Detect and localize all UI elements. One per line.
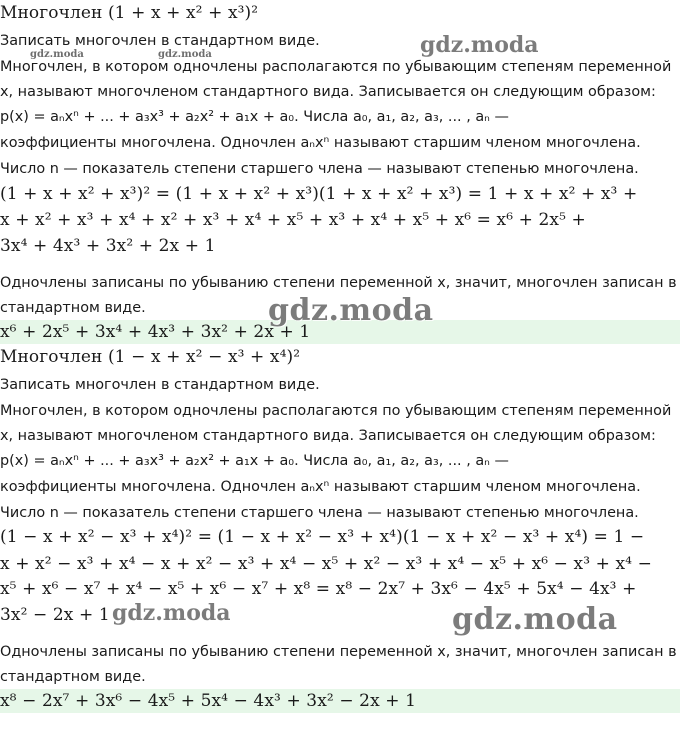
watermark-small-2: gdz.moda xyxy=(158,49,212,60)
problem1-definition-line-2: x, называют многочленом стандартного вида. Записывается он следующим образом: xyxy=(0,84,656,100)
problem1-definition-line-3: p(x) = aₙxⁿ + ... + a₃x³ + a₂x² + a₁x + a₀. Числа a₀, a₁, a₂, a₃, ... , aₙ — xyxy=(0,109,509,125)
problem1-definition-line-5: Число n — показатель степени старшего члена — называют степенью многочлена. xyxy=(0,161,639,177)
problem2-definition-line-5: Число n — показатель степени старшего члена — называют степенью многочлена. xyxy=(0,505,639,521)
problem1-definition-line-4: коэффициенты многочлена. Одночлен aₙxⁿ называют старшим членом многочлена. xyxy=(0,135,641,151)
problem2-conclusion-line-2: стандартном виде. xyxy=(0,669,146,685)
problem1-answer: x⁶ + 2x⁵ + 3x⁴ + 4x³ + 3x² + 2x + 1 xyxy=(0,320,680,344)
problem1-title: Многочлен (1 + x + x² + x³)² xyxy=(0,4,259,23)
watermark-small-1: gdz.moda xyxy=(30,49,84,60)
problem2-definition-line-3: p(x) = aₙxⁿ + ... + a₃x³ + a₂x² + a₁x + a₀. Числа a₀, a₁, a₂, a₃, ... , aₙ — xyxy=(0,453,509,469)
problem2-definition-line-1: Многочлен, в котором одночлены располагаются по убывающим степеням переменной xyxy=(0,403,672,419)
problem1-calculation-line-1: (1 + x + x² + x³)² = (1 + x + x² + x³)(1 + x + x² + x³) = 1 + x + x² + x³ + xyxy=(0,185,638,204)
problem2-calculation-line-2: x + x² − x³ + x⁴ − x + x² − x³ + x⁴ − x⁵ + x² − x³ + x⁴ − x⁵ + x⁶ − x³ + x⁴ − xyxy=(0,555,652,574)
watermark-top-right: gdz.moda xyxy=(420,32,539,58)
problem2-definition-line-2: x, называют многочленом стандартного вида. Записывается он следующим образом: xyxy=(0,428,656,444)
watermark-bottom-left: gdz.moda xyxy=(112,600,231,626)
problem2-definition-line-4: коэффициенты многочлена. Одночлен aₙxⁿ называют старшим членом многочлена. xyxy=(0,479,641,495)
problem2-title: Многочлен (1 − x + x² − x³ + x⁴)² xyxy=(0,348,301,367)
problem2-answer: x⁸ − 2x⁷ + 3x⁶ − 4x⁵ + 5x⁴ − 4x³ + 3x² − 2x + 1 xyxy=(0,689,680,713)
problem2-calculation-line-1: (1 − x + x² − x³ + x⁴)² = (1 − x + x² − x³ + x⁴)(1 − x + x² − x³ + x⁴) = 1 − xyxy=(0,528,645,547)
problem1-calculation-line-2: x + x² + x³ + x⁴ + x² + x³ + x⁴ + x⁵ + x³ + x⁴ + x⁵ + x⁶ = x⁶ + 2x⁵ + xyxy=(0,211,586,230)
problem2-calculation-line-3: x⁵ + x⁶ − x⁷ + x⁴ − x⁵ + x⁶ − x⁷ + x⁸ = x⁸ − 2x⁷ + 3x⁶ − 4x⁵ + 5x⁴ − 4x³ + xyxy=(0,580,637,599)
problem1-definition-line-1: Многочлен, в котором одночлены располагаются по убывающим степеням переменной xyxy=(0,59,672,75)
problem2-calculation-line-4: 3x² − 2x + 1 xyxy=(0,606,110,625)
problem2-conclusion-line-1: Одночлены записаны по убыванию степени переменной x, значит, многочлен записан в xyxy=(0,644,677,660)
watermark-bottom-right: gdz.moda xyxy=(452,602,618,637)
problem1-calculation-line-3: 3x⁴ + 4x³ + 3x² + 2x + 1 xyxy=(0,237,216,256)
problem1-conclusion-line-1: Одночлены записаны по убыванию степени переменной x, значит, многочлен записан в xyxy=(0,275,677,291)
problem2-task: Записать многочлен в стандартном виде. xyxy=(0,377,320,393)
problem1-task: Записать многочлен в стандартном виде. xyxy=(0,33,320,49)
problem1-conclusion-line-2: стандартном виде. xyxy=(0,300,146,316)
watermark-center: gdz.moda xyxy=(268,293,434,328)
